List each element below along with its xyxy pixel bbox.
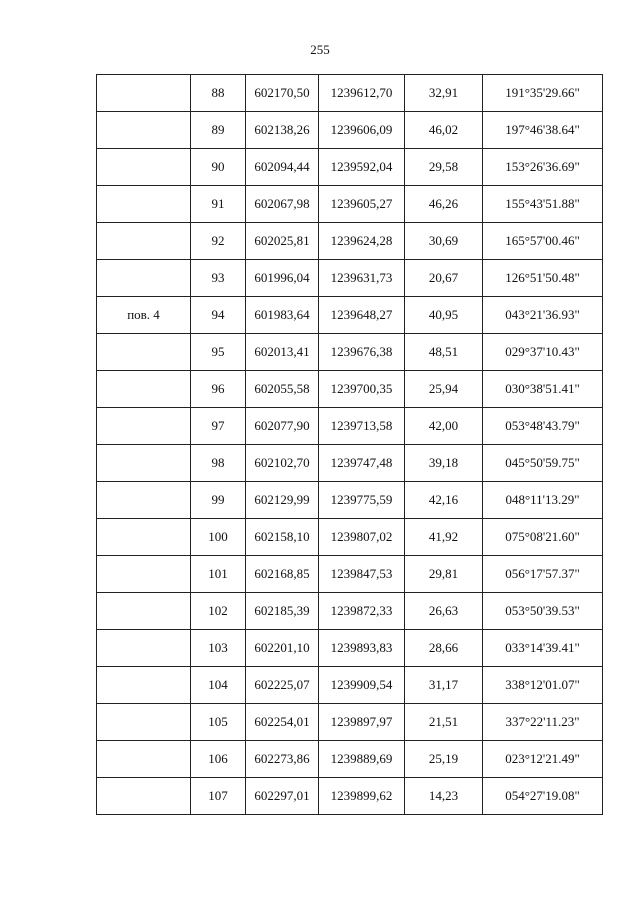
section-cell (97, 519, 191, 556)
point-number-cell: 107 (191, 778, 246, 815)
section-cell (97, 482, 191, 519)
y-coordinate-cell: 1239909,54 (319, 667, 405, 704)
point-number-cell: 91 (191, 186, 246, 223)
x-coordinate-cell: 602077,90 (246, 408, 319, 445)
length-cell: 20,67 (405, 260, 483, 297)
direction-angle-cell: 155°43'51.88" (483, 186, 603, 223)
y-coordinate-cell: 1239606,09 (319, 112, 405, 149)
x-coordinate-cell: 602185,39 (246, 593, 319, 630)
point-number-cell: 105 (191, 704, 246, 741)
y-coordinate-cell: 1239676,38 (319, 334, 405, 371)
y-coordinate-cell: 1239592,04 (319, 149, 405, 186)
length-cell: 14,23 (405, 778, 483, 815)
point-number-cell: 95 (191, 334, 246, 371)
table-row (97, 778, 603, 815)
point-number-cell: 93 (191, 260, 246, 297)
x-coordinate-cell: 601983,64 (246, 297, 319, 334)
table-row (97, 75, 603, 112)
point-number-cell: 104 (191, 667, 246, 704)
y-coordinate-cell: 1239700,35 (319, 371, 405, 408)
direction-angle-cell: 054°27'19.08" (483, 778, 603, 815)
direction-angle-cell: 045°50'59.75" (483, 445, 603, 482)
length-cell: 42,16 (405, 482, 483, 519)
section-cell: пов. 4 (97, 297, 191, 334)
length-cell: 25,94 (405, 371, 483, 408)
point-number-cell: 106 (191, 741, 246, 778)
length-cell: 29,58 (405, 149, 483, 186)
point-number-cell: 94 (191, 297, 246, 334)
table-row (97, 297, 603, 334)
direction-angle-cell: 153°26'36.69" (483, 149, 603, 186)
direction-angle-cell: 043°21'36.93" (483, 297, 603, 334)
y-coordinate-cell: 1239624,28 (319, 223, 405, 260)
direction-angle-cell: 033°14'39.41" (483, 630, 603, 667)
x-coordinate-cell: 602168,85 (246, 556, 319, 593)
point-number-cell: 103 (191, 630, 246, 667)
x-coordinate-cell: 602094,44 (246, 149, 319, 186)
direction-angle-cell: 126°51'50.48" (483, 260, 603, 297)
y-coordinate-cell: 1239612,70 (319, 75, 405, 112)
point-number-cell: 89 (191, 112, 246, 149)
point-number-cell: 100 (191, 519, 246, 556)
x-coordinate-cell: 602013,41 (246, 334, 319, 371)
length-cell: 46,02 (405, 112, 483, 149)
y-coordinate-cell: 1239899,62 (319, 778, 405, 815)
length-cell: 30,69 (405, 223, 483, 260)
section-cell (97, 112, 191, 149)
point-number-cell: 90 (191, 149, 246, 186)
point-number-cell: 96 (191, 371, 246, 408)
y-coordinate-cell: 1239775,59 (319, 482, 405, 519)
x-coordinate-cell: 602201,10 (246, 630, 319, 667)
x-coordinate-cell: 602025,81 (246, 223, 319, 260)
section-cell (97, 149, 191, 186)
point-number-cell: 98 (191, 445, 246, 482)
x-coordinate-cell: 602129,99 (246, 482, 319, 519)
y-coordinate-cell: 1239747,48 (319, 445, 405, 482)
y-coordinate-cell: 1239648,27 (319, 297, 405, 334)
direction-angle-cell: 191°35'29.66" (483, 75, 603, 112)
coordinates-table (96, 74, 603, 815)
section-cell (97, 630, 191, 667)
direction-angle-cell: 056°17'57.37" (483, 556, 603, 593)
length-cell: 32,91 (405, 75, 483, 112)
section-cell (97, 445, 191, 482)
table-row (97, 482, 603, 519)
page-number: 255 (310, 42, 330, 57)
table-row (97, 334, 603, 371)
section-cell (97, 408, 191, 445)
length-cell: 40,95 (405, 297, 483, 334)
direction-angle-cell: 165°57'00.46" (483, 223, 603, 260)
section-cell (97, 223, 191, 260)
length-cell: 21,51 (405, 704, 483, 741)
direction-angle-cell: 023°12'21.49" (483, 741, 603, 778)
section-cell (97, 667, 191, 704)
table-row (97, 149, 603, 186)
y-coordinate-cell: 1239897,97 (319, 704, 405, 741)
table-row (97, 260, 603, 297)
x-coordinate-cell: 602170,50 (246, 75, 319, 112)
table-row (97, 112, 603, 149)
length-cell: 41,92 (405, 519, 483, 556)
x-coordinate-cell: 602273,86 (246, 741, 319, 778)
section-cell (97, 704, 191, 741)
section-cell (97, 371, 191, 408)
y-coordinate-cell: 1239713,58 (319, 408, 405, 445)
length-cell: 28,66 (405, 630, 483, 667)
direction-angle-cell: 197°46'38.64" (483, 112, 603, 149)
table-row (97, 519, 603, 556)
x-coordinate-cell: 601996,04 (246, 260, 319, 297)
length-cell: 29,81 (405, 556, 483, 593)
table-row (97, 223, 603, 260)
x-coordinate-cell: 602297,01 (246, 778, 319, 815)
point-number-cell: 88 (191, 75, 246, 112)
table-row (97, 408, 603, 445)
y-coordinate-cell: 1239872,33 (319, 593, 405, 630)
table-row (97, 445, 603, 482)
y-coordinate-cell: 1239847,53 (319, 556, 405, 593)
x-coordinate-cell: 602102,70 (246, 445, 319, 482)
x-coordinate-cell: 602067,98 (246, 186, 319, 223)
y-coordinate-cell: 1239889,69 (319, 741, 405, 778)
point-number-cell: 101 (191, 556, 246, 593)
table-row (97, 371, 603, 408)
direction-angle-cell: 338°12'01.07" (483, 667, 603, 704)
direction-angle-cell: 053°48'43.79" (483, 408, 603, 445)
y-coordinate-cell: 1239893,83 (319, 630, 405, 667)
length-cell: 48,51 (405, 334, 483, 371)
table-row (97, 186, 603, 223)
length-cell: 42,00 (405, 408, 483, 445)
direction-angle-cell: 053°50'39.53" (483, 593, 603, 630)
point-number-cell: 102 (191, 593, 246, 630)
direction-angle-cell: 337°22'11.23" (483, 704, 603, 741)
section-cell (97, 75, 191, 112)
x-coordinate-cell: 602158,10 (246, 519, 319, 556)
section-cell (97, 186, 191, 223)
section-cell (97, 778, 191, 815)
length-cell: 25,19 (405, 741, 483, 778)
length-cell: 31,17 (405, 667, 483, 704)
length-cell: 46,26 (405, 186, 483, 223)
length-cell: 39,18 (405, 445, 483, 482)
direction-angle-cell: 030°38'51.41" (483, 371, 603, 408)
direction-angle-cell: 075°08'21.60" (483, 519, 603, 556)
table-row (97, 630, 603, 667)
length-cell: 26,63 (405, 593, 483, 630)
section-cell (97, 556, 191, 593)
y-coordinate-cell: 1239807,02 (319, 519, 405, 556)
table-row (97, 593, 603, 630)
point-number-cell: 99 (191, 482, 246, 519)
table-row (97, 704, 603, 741)
direction-angle-cell: 048°11'13.29" (483, 482, 603, 519)
point-number-cell: 92 (191, 223, 246, 260)
section-cell (97, 593, 191, 630)
x-coordinate-cell: 602055,58 (246, 371, 319, 408)
x-coordinate-cell: 602225,07 (246, 667, 319, 704)
section-cell (97, 334, 191, 371)
x-coordinate-cell: 602254,01 (246, 704, 319, 741)
table-row (97, 556, 603, 593)
section-cell (97, 741, 191, 778)
point-number-cell: 97 (191, 408, 246, 445)
x-coordinate-cell: 602138,26 (246, 112, 319, 149)
table-row (97, 667, 603, 704)
y-coordinate-cell: 1239631,73 (319, 260, 405, 297)
table-row (97, 741, 603, 778)
section-cell (97, 260, 191, 297)
direction-angle-cell: 029°37'10.43" (483, 334, 603, 371)
y-coordinate-cell: 1239605,27 (319, 186, 405, 223)
